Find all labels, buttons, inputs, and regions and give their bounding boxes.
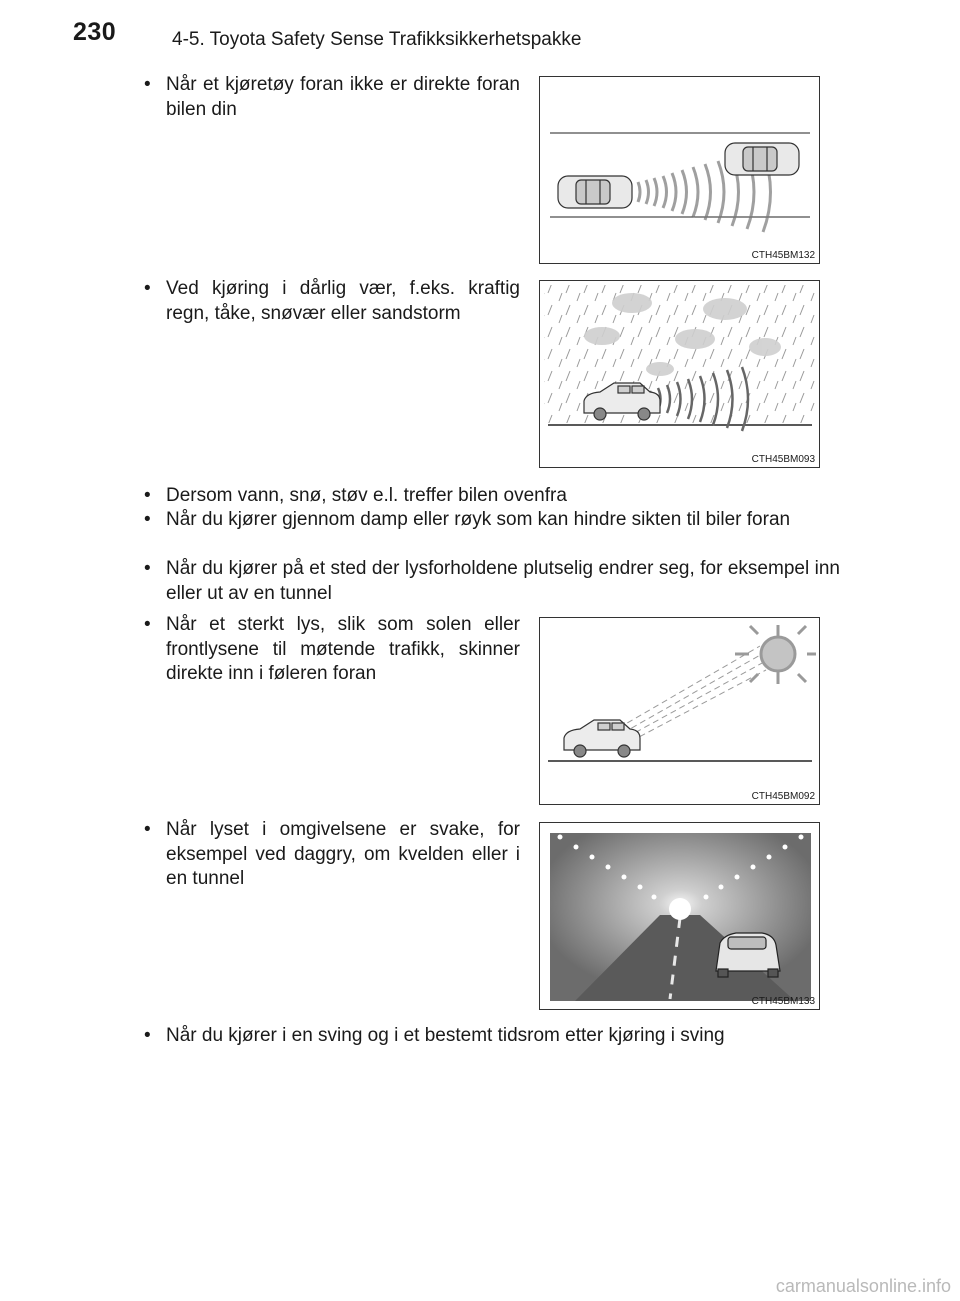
ego-car-icon xyxy=(558,176,632,208)
figure-bad-weather xyxy=(539,280,820,468)
figure-offset-vehicle xyxy=(539,76,820,264)
sun-icon xyxy=(735,625,816,684)
car-side-icon xyxy=(564,720,640,757)
bullet-strong-light: • Når et sterkt lys, slik som solen eller frontlysene til møtende trafikk, skinner direkte inn i føleren foran xyxy=(144,613,520,687)
offset-vehicle-illustration xyxy=(540,77,821,265)
section-title: 4-5. Toyota Safety Sense Trafikksikkerhetspakke xyxy=(172,29,582,50)
bullet-vehicle-not-directly-ahead: • Når et kjøretøy foran ikke er direkte foran bilen din xyxy=(144,73,520,122)
figure-strong-light xyxy=(539,617,820,805)
bullet-bad-weather: • Ved kjøring i dårlig vær, f.eks. kraftig regn, tåke, snøvær eller sandstorm xyxy=(144,277,520,326)
tunnel-illustration xyxy=(540,823,821,1011)
bad-weather-illustration xyxy=(540,281,821,469)
footer-watermark: carmanualsonline.info xyxy=(775,1276,951,1296)
page-number: 230 xyxy=(73,18,117,46)
strong-light-illustration xyxy=(540,618,821,806)
figure-code: CTH45BM092 xyxy=(751,791,815,802)
bullet-curve: • Når du kjører i en sving og i et bestemt tidsrom etter kjøring i sving xyxy=(144,1024,840,1049)
bullet-low-light: • Når lyset i omgivelsene er svake, for eksempel ved daggry, om kvelden eller i en tunnel xyxy=(144,818,520,892)
bullet-water-snow-dust: • Dersom vann, snø, støv e.l. treffer bilen ovenfra xyxy=(144,484,840,509)
bullet-light-change: • Når du kjører på et sted der lysforholdene plutselig endrer seg, for eksempel inn eller ut av en tunnel xyxy=(144,557,840,606)
figure-code: CTH45BM132 xyxy=(751,250,815,261)
bullet-steam-smoke: • Når du kjører gjennom damp eller røyk som kan hindre sikten til biler foran xyxy=(144,508,840,533)
offset-car-icon xyxy=(725,143,799,175)
figure-code: CTH45BM133 xyxy=(751,996,815,1007)
car-rear-icon xyxy=(716,933,780,977)
figure-low-light xyxy=(539,822,820,1010)
figure-code: CTH45BM093 xyxy=(751,454,815,465)
